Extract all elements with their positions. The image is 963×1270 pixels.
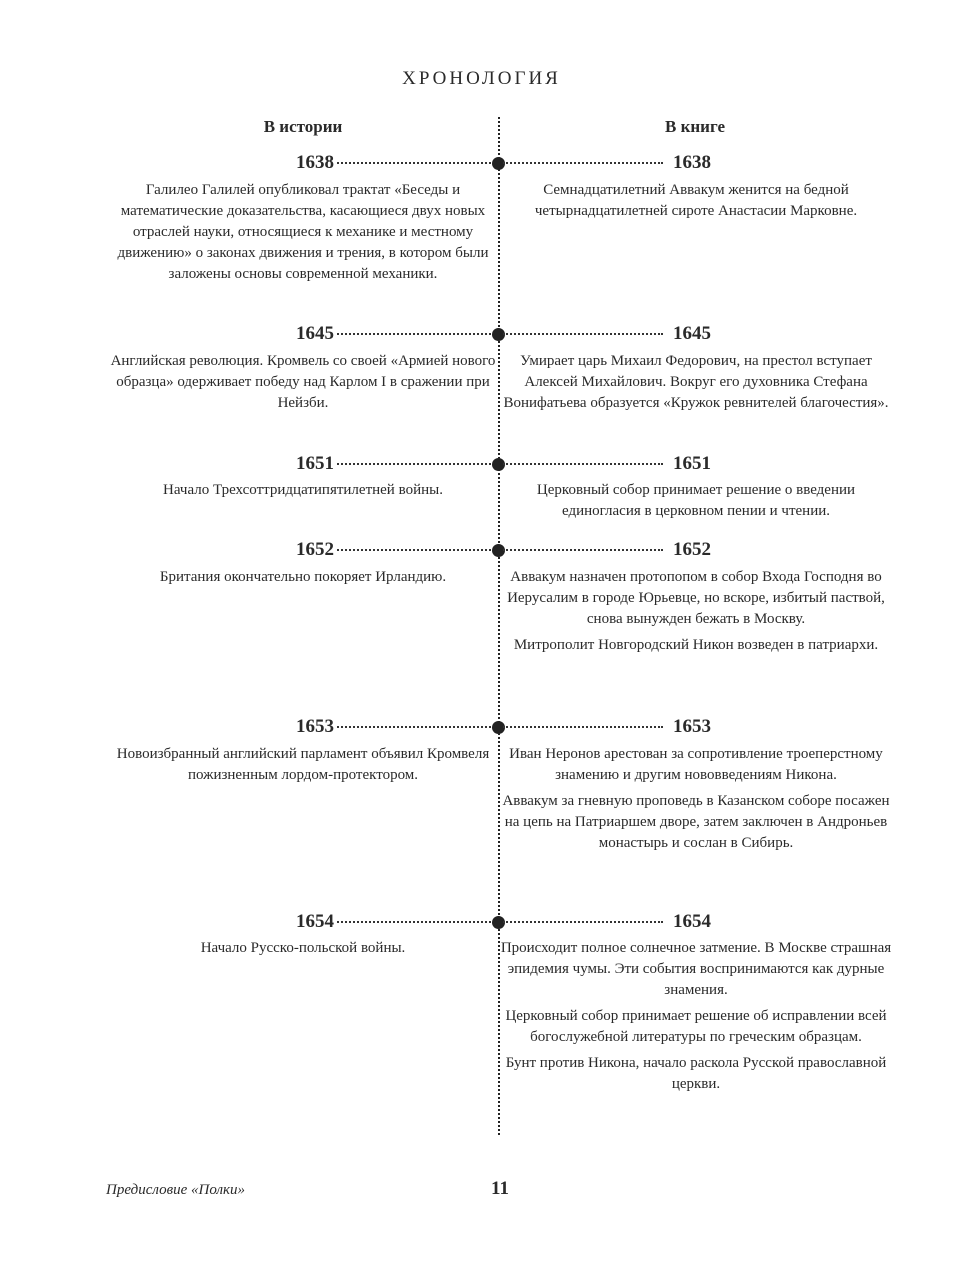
leader-line bbox=[503, 549, 663, 551]
timeline-row-1653 bbox=[0, 715, 963, 739]
year-label-history: 1652 bbox=[296, 539, 334, 560]
timeline-row-1651 bbox=[0, 452, 963, 476]
history-entry-1651 bbox=[103, 480, 503, 506]
year-label-book: 1638 bbox=[673, 152, 711, 173]
history-text: Новоизбранный английский парламент объявил Кромвеля пожизненным лордом-протектором. bbox=[116, 746, 490, 783]
year-label-history: 1653 bbox=[296, 716, 334, 737]
page-number: 11 bbox=[491, 1178, 509, 1199]
year-label-history: 1651 bbox=[296, 453, 334, 474]
book-text: Митрополит Новгородский Никон возведен в патриархи. bbox=[513, 637, 879, 653]
column-header-book: В книге bbox=[664, 117, 725, 136]
book-entry-1638 bbox=[496, 180, 896, 227]
year-label-book: 1653 bbox=[673, 716, 711, 737]
year-label-history: 1654 bbox=[296, 911, 334, 932]
leader-line bbox=[337, 463, 495, 465]
book-text: Аввакум за гневную проповедь в Казанском соборе посажен на цепь на Патриаршем дворе, затем заключен в Андроньев монастырь и сослан в Сибирь. bbox=[502, 793, 890, 851]
timeline-row-1645 bbox=[0, 322, 963, 346]
book-text: Бунт против Никона, начало раскола Русской православной церкви. bbox=[505, 1055, 887, 1092]
book-text: Происходит полное солнечное затмение. В Москве страшная эпидемия чумы. Эти события воспринимаются как дурные знамения. bbox=[500, 940, 892, 998]
book-entry-1653 bbox=[496, 744, 896, 859]
page-title: ХРОНОЛОГИЯ bbox=[402, 68, 561, 89]
year-label-history: 1645 bbox=[296, 323, 334, 344]
history-text: Британия окончательно покоряет Ирландию. bbox=[159, 569, 447, 585]
book-text: Иван Неронов арестован за сопротивление троеперстному знамению и другим нововведениям Никона. bbox=[509, 746, 883, 783]
leader-line bbox=[503, 463, 663, 465]
leader-line bbox=[503, 921, 663, 923]
book-text: Церковный собор принимает решение о введении единогласия в церковном пении и чтении. bbox=[536, 482, 856, 519]
timeline-row-1638 bbox=[0, 151, 963, 175]
book-text: Аввакум назначен протопопом в собор Входа Господня во Иерусалим в городе Юрьевце, но вскоре, избитый паствой, снова вынужден бежать в Москву. bbox=[507, 569, 885, 627]
year-label-book: 1651 bbox=[673, 453, 711, 474]
timeline-row-1654 bbox=[0, 910, 963, 934]
history-entry-1654 bbox=[103, 938, 503, 964]
history-text: Галилео Галилей опубликовал трактат «Беседы и математические доказательства, касающиеся двух новых отраслей науки, относящиеся к механике и местному движению» о законах движения и трения, в котором были заложены основы современной механики. bbox=[117, 182, 489, 282]
history-entry-1652 bbox=[103, 567, 503, 593]
leader-line bbox=[337, 726, 495, 728]
history-text: Начало Трехсоттридцатипятилетней войны. bbox=[163, 482, 443, 498]
leader-line bbox=[337, 333, 495, 335]
running-footer: Предисловие «Полки» bbox=[106, 1182, 246, 1198]
book-entry-1652 bbox=[496, 567, 896, 661]
book-text: Семнадцатилетний Аввакум женится на бедной четырнадцатилетней сироте Анастасии Марковне. bbox=[534, 182, 858, 219]
leader-line bbox=[503, 333, 663, 335]
year-label-book: 1652 bbox=[673, 539, 711, 560]
history-text: Начало Русско-польской войны. bbox=[200, 940, 406, 956]
book-text: Умирает царь Михаил Федорович, на престол вступает Алексей Михайлович. Вокруг его духовника Стефана Вонифатьева образуется «Кружок ревнителей благочестия». bbox=[503, 353, 889, 411]
history-entry-1653 bbox=[103, 744, 503, 791]
leader-line bbox=[337, 921, 495, 923]
column-header-history: В истории bbox=[263, 117, 343, 136]
year-label-book: 1645 bbox=[673, 323, 711, 344]
leader-line bbox=[337, 549, 495, 551]
book-text: Церковный собор принимает решение об исправлении всей богослужебной литературы по греческим образцам. bbox=[505, 1008, 887, 1045]
book-entry-1651 bbox=[496, 480, 896, 527]
timeline-row-1652 bbox=[0, 538, 963, 562]
history-text: Английская революция. Кромвель со своей «Армией нового образца» одерживает победу над Карлом I в сражении при Нейзби. bbox=[110, 353, 496, 411]
year-label-history: 1638 bbox=[296, 152, 334, 173]
history-entry-1638 bbox=[103, 180, 503, 290]
book-entry-1645 bbox=[496, 351, 896, 419]
leader-line bbox=[503, 162, 663, 164]
book-entry-1654 bbox=[496, 938, 896, 1100]
history-entry-1645 bbox=[103, 351, 503, 419]
year-label-book: 1654 bbox=[673, 911, 711, 932]
leader-line bbox=[337, 162, 495, 164]
leader-line bbox=[503, 726, 663, 728]
